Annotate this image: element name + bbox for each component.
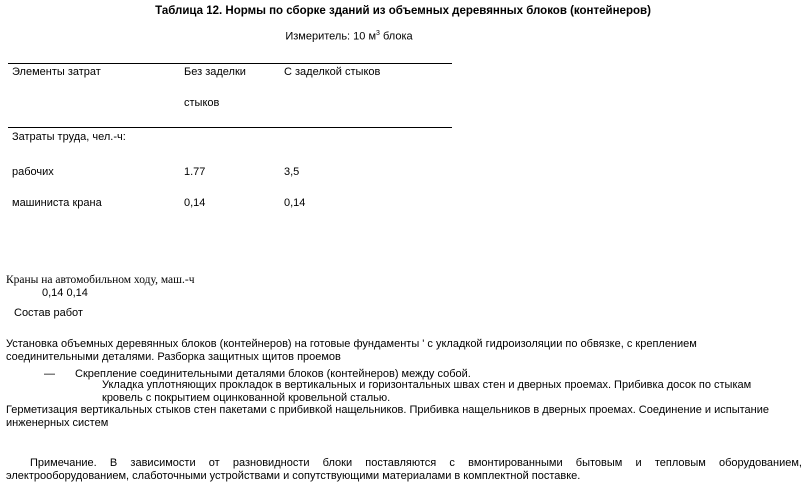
header-with-sealing: С заделкой стыков xyxy=(284,66,381,78)
cranes-label: Краны на автомобильном ходу, маш.-ч xyxy=(6,274,195,286)
work-heading: Состав работ xyxy=(14,307,83,319)
work-paragraph-3: Герметизация вертикальных стыков стен пакетами с прибивкой нащельников. Прибивка нащельников в дверных проемах. Соединение и испытание инженерных систем xyxy=(6,404,769,429)
page-title: Таблица 12. Нормы по сборке зданий из объемных деревянных блоков (контейнеров) xyxy=(155,5,651,17)
row-workers-value1: 1.77 xyxy=(184,166,206,178)
row-crane-operator-label: машиниста крана xyxy=(12,197,102,209)
row-workers-value2: 3,5 xyxy=(284,166,300,178)
header-costs: Элементы затрат xyxy=(12,66,101,78)
header-without-sealing-line1: Без заделки xyxy=(184,66,246,78)
table-header-rule xyxy=(8,127,452,128)
unit-superscript: 3 xyxy=(376,30,380,37)
unit-suffix: блока xyxy=(379,30,413,43)
row-labor-costs-label: Затраты труда, чел.-ч: xyxy=(12,131,126,143)
header-without-sealing-line2: стыков xyxy=(184,97,220,109)
row-workers-label: рабочих xyxy=(12,166,54,178)
unit-prefix: Измеритель: 10 м xyxy=(285,30,377,43)
row-crane-operator-value1: 0,14 xyxy=(184,197,206,209)
work-paragraph-2-line2: Укладка уплотняющих прокладок в вертикальных и горизонтальных швах стен и дверных проемах. Прибивка досок по стыкам кровель с покрытием оцинкованной кровельной сталью. xyxy=(102,379,752,404)
table-top-rule xyxy=(8,63,452,64)
cranes-values: 0,14 0,14 xyxy=(42,287,88,299)
work-paragraph-1: Установка объемных деревянных блоков (контейнеров) на готовые фундаменты ' с укладкой гидроизоляции по обвязке, с креплением соединительными деталями. Разборка защитных щитов проемов xyxy=(6,338,697,363)
work-paragraph-2-line1: Скрепление соединительными деталями блоков (контейнеров) между собой. xyxy=(75,368,471,380)
row-crane-operator-value2: 0,14 xyxy=(284,197,306,209)
measure-unit xyxy=(0,30,698,43)
work-dash: — xyxy=(44,368,55,380)
note-paragraph: Примечание. В зависимости от разновидности блоки поставляются с вмонтированными бытовым и тепловым оборудованием, электрооборудованием, слаботочными устройствами и сопутствующими материалами в комплектной поставке. xyxy=(6,457,802,482)
